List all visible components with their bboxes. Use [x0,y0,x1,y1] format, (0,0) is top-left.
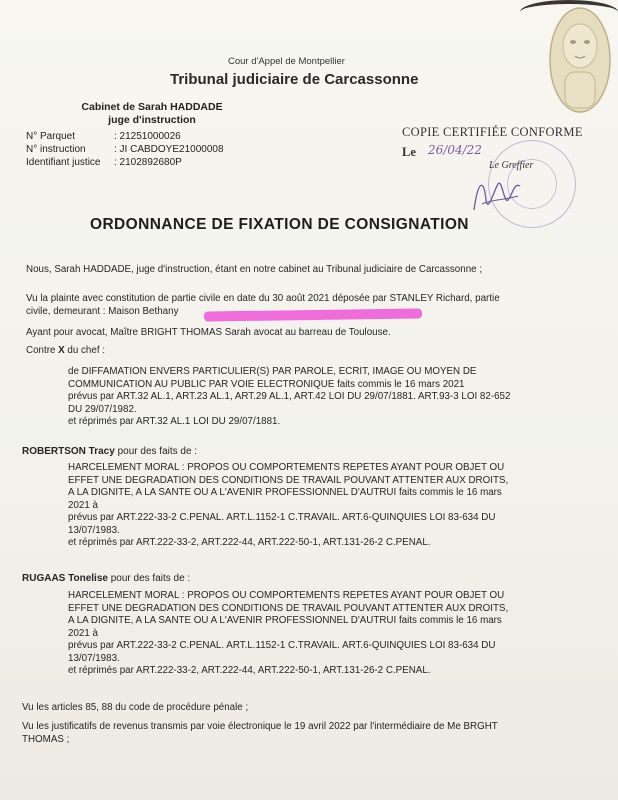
plainte-line-1: Vu la plainte avec constitution de partie civile en date du 30 août 2021 déposée par STANLEY Richard, partie [26,293,500,304]
paragraph-articles: Vu les articles 85, 88 du code de procédure pénale ; [22,702,249,713]
certified-date-label: Le [402,145,416,159]
contre-prefix: Contre [26,345,59,356]
party-name: ROBERTSON Tracy [22,446,115,457]
charge-line: de DIFFAMATION ENVERS PARTICULIER(S) PAR PAROLE, ECRIT, IMAGE OU MOYEN DE [68,366,477,377]
charge-line: HARCELEMENT MORAL : PROPOS OU COMPORTEMENTS REPETES AYANT POUR OBJET OU [68,462,505,473]
party-suffix: pour des faits de : [114,446,198,457]
charge-line: prévus par ART.32 AL.1, ART.23 AL.1, ART.29 AL.1, ART.42 LOI DU 29/07/1881. ART.93-3 LOI 82-652 [68,391,511,402]
reference-label: N° Parquet [26,131,76,142]
charge-line: 2021 à [68,499,98,511]
charge-block-diffamation [68,366,596,429]
charge-line: EFFET UNE DEGRADATION DES CONDITIONS DE TRAVAIL POUVANT ATTENTER AUX DROITS, [68,602,509,614]
cabinet-block [72,101,232,127]
charge-line: prévus par ART.222-33-2 C.PENAL. ART.L.1152-1 C.TRAVAIL. ART.6-QUINQUIES LOI 83-634 DU [68,640,496,651]
paragraph-avocat: Ayant pour avocat, Maître BRIGHT THOMAS Sarah avocat au barreau de Toulouse. [26,327,391,338]
charge-line: 13/07/1983. [68,652,120,664]
charge-line: A LA DIGNITE, A LA SANTE OU A L'AVENIR PROFESSIONNEL D'AUTRUI faits commis le 16 mars [68,487,502,498]
tribunal-name: Tribunal judiciaire de Carcassonne [170,71,419,88]
charge-line: EFFET UNE DEGRADATION DES CONDITIONS DE TRAVAIL POUVANT ATTENTER AUX DROITS, [68,474,509,486]
pendant-figurine [535,0,618,118]
handwritten-date: 26/04/22 [428,143,482,157]
cabinet-line-2: juge d'instruction [108,114,196,126]
greffier-label: Le Greffier [489,160,534,171]
paragraph-contre [26,345,105,358]
paragraph-justificatifs [22,721,582,746]
charge-line: COMMUNICATION AU PUBLIC PAR VOIE ELECTRONIQUE faits commis le 16 mars 2021 [68,378,465,390]
charge-line: A LA DIGNITE, A LA SANTE OU A L'AVENIR PROFESSIONNEL D'AUTRUI faits commis le 16 mars [68,615,502,626]
charge-line: et réprimés par ART.32 AL.1 LOI DU 29/07/1881. [68,416,281,427]
plainte-line-2: civile, demeurant : Maison Bethany [26,305,179,317]
party-name: RUGAAS Tonelise [22,573,108,584]
certified-copy-label: COPIE CERTIFIÉE CONFORME [402,125,583,139]
charge-line: 2021 à [68,627,98,639]
charge-line: et réprimés par ART.222-33-2, ART.222-44, ART.222-50-1, ART.131-26-2 C.PENAL. [68,537,431,548]
charge-block-robertson [68,462,596,550]
justificatifs-line-1: Vu les justificatifs de revenus transmis par voie électronique le 19 avril 2022 par l'intermédiaire de Me BRGHT [22,721,498,732]
reference-value: : 21251000026 [114,131,181,142]
charge-line: prévus par ART.222-33-2 C.PENAL. ART.L.1152-1 C.TRAVAIL. ART.6-QUINQUIES LOI 83-634 DU [68,512,496,523]
reference-label: N° instruction [26,144,86,155]
party-heading-robertson [22,446,197,459]
reference-row [26,143,224,156]
charge-line: HARCELEMENT MORAL : PROPOS OU COMPORTEMENTS REPETES AYANT POUR OBJET OU [68,590,505,601]
charge-block-rugaas [68,590,596,678]
reference-row [26,130,224,143]
charge-line: et réprimés par ART.222-33-2, ART.222-44, ART.222-50-1, ART.131-26-2 C.PENAL. [68,665,431,676]
paragraph-nous: Nous, Sarah HADDADE, juge d'instruction, étant en notre cabinet au Tribunal judiciaire de Carcassonne ; [26,264,483,275]
charge-line: 13/07/1983. [68,524,120,536]
reference-value: : 2102892680P [114,157,182,168]
reference-row [26,156,224,169]
charge-line: DU 29/07/1982. [68,403,137,415]
cabinet-line-1: Cabinet de Sarah HADDADE [81,101,223,113]
contre-suffix: du chef : [64,345,105,356]
greffier-signature [468,170,528,220]
reference-value: : JI CABDOYE21000008 [114,144,224,155]
document-title: ORDONNANCE DE FIXATION DE CONSIGNATION [90,216,469,233]
reference-list [26,130,224,169]
contre-x: X [58,345,65,356]
party-suffix: pour des faits de : [107,573,191,584]
court-name: Cour d'Appel de Montpellier [228,56,345,67]
reference-label: Identifiant justice [26,157,101,168]
party-heading-rugaas [22,573,190,586]
redaction-marker [204,308,422,321]
justificatifs-line-2: THOMAS ; [22,733,70,745]
